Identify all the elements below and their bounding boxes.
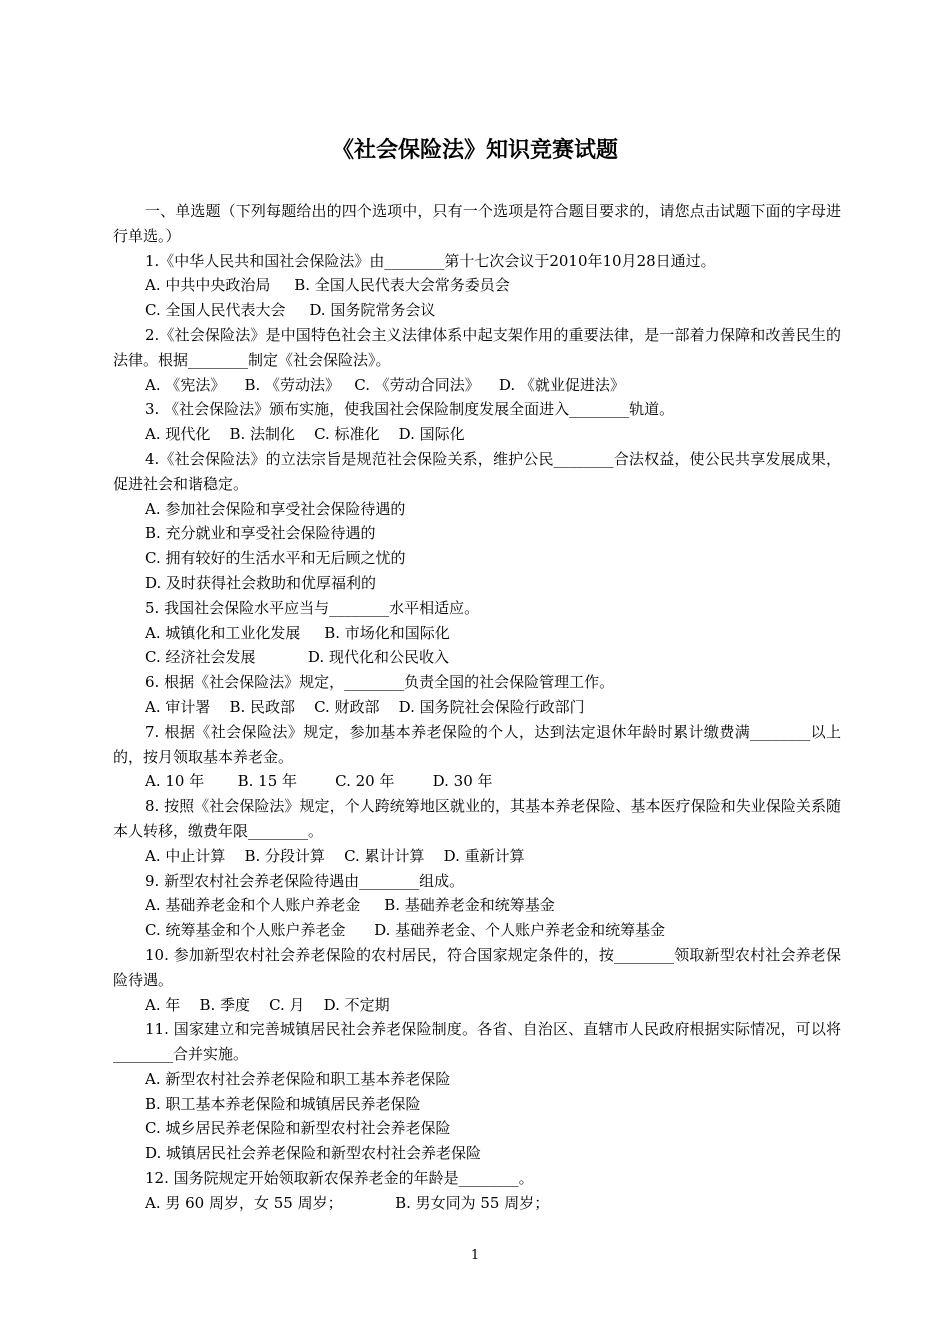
answer-options: A. 城镇化和工业化发展 B. 市场化和国际化 <box>145 623 450 642</box>
question-text: 12. 国务院规定开始领取新农保养老金的年龄是________。 <box>145 1169 534 1188</box>
answer-options: A. 年 B. 季度 C. 月 D. 不定期 <box>145 995 390 1014</box>
answer-options: A. 参加社会保险和享受社会保险待遇的 <box>145 499 406 518</box>
section-intro: 一、单选题（下列每题给出的四个选项中，只有一个选项是符合题目要求的，请您点击试题下面的字母进行单选。） <box>113 202 841 245</box>
answer-options: A. 审计署 B. 民政部 C. 财政部 D. 国务院社会保险行政部门 <box>145 697 585 716</box>
question-text: 6. 根据《社会保险法》规定，________负责全国的社会保险管理工作。 <box>145 673 615 692</box>
answer-options: A. 基础养老金和个人账户养老金 B. 基础养老金和统筹基金 <box>145 896 555 915</box>
answer-options: A. 10 年 B. 15 年 C. 20 年 D. 30 年 <box>145 772 493 791</box>
question-text: 1.《中华人民共和国社会保险法》由________第十七次会议于2010年10月28日通过。 <box>145 251 716 270</box>
answer-options: B. 职工基本养老保险和城镇居民养老保险 <box>145 1094 421 1113</box>
question-text: 2.《社会保险法》是中国特色社会主义法律体系中起支架作用的重要法律，是一部着力保障和改善民生的法律。根据________制定《社会保险法》。 <box>113 325 841 369</box>
answer-options: A. 《宪法》 B. 《劳动法》 C. 《劳动合同法》 D. 《就业促进法》 <box>145 375 625 394</box>
answer-options: C. 统筹基金和个人账户养老金 D. 基础养老金、个人账户养老金和统筹基金 <box>145 921 666 940</box>
answer-options: A. 男 60 周岁，女 55 周岁； B. 男女同为 55 周岁； <box>145 1193 550 1212</box>
question-text: 5. 我国社会保险水平应当与________水平相适应。 <box>145 598 480 617</box>
question-text: 9. 新型农村社会养老保险待遇由________组成。 <box>145 871 465 890</box>
document-body <box>113 199 841 1216</box>
answer-options: A. 新型农村社会养老保险和职工基本养老保险 <box>145 1069 451 1088</box>
answer-options: A. 现代化 B. 法制化 C. 标准化 D. 国际化 <box>145 425 465 444</box>
answer-options: A. 中共中央政治局 B. 全国人民代表大会常务委员会 <box>145 276 510 295</box>
answer-options: D. 及时获得社会救助和优厚福利的 <box>145 573 377 592</box>
answer-options: C. 拥有较好的生活水平和无后顾之忧的 <box>145 549 406 568</box>
question-text: 11. 国家建立和完善城镇居民社会养老保险制度。各省、自治区、直辖市人民政府根据实际情况，可以将________合并实施。 <box>113 1020 841 1064</box>
question-text: 10. 参加新型农村社会养老保险的农村居民，符合国家规定条件的，按________领取新型农村社会养老保险待遇。 <box>113 945 841 989</box>
question-text: 7. 根据《社会保险法》规定，参加基本养老保险的个人，达到法定退休年龄时累计缴费满________以上的，按月领取基本养老金。 <box>113 722 841 766</box>
answer-options: C. 经济社会发展 D. 现代化和公民收入 <box>145 648 449 667</box>
answer-options: D. 城镇居民社会养老保险和新型农村社会养老保险 <box>145 1144 482 1163</box>
document-title: 《社会保险法》知识竞赛试题 <box>331 137 618 163</box>
answer-options: B. 充分就业和享受社会保险待遇的 <box>145 524 376 543</box>
answer-options: C. 全国人民代表大会 D. 国务院常务会议 <box>145 301 436 320</box>
question-text: 4.《社会保险法》的立法宗旨是规范社会保险关系，维护公民________合法权益，使公民共享发展成果，促进社会和谐稳定。 <box>113 449 841 493</box>
answer-options: A. 中止计算 B. 分段计算 C. 累计计算 D. 重新计算 <box>145 846 525 865</box>
question-text: 3. 《社会保险法》颁布实施，使我国社会保险制度发展全面进入________轨道。 <box>145 400 675 419</box>
question-text: 8. 按照《社会保险法》规定，个人跨统筹地区就业的，其基本养老保险、基本医疗保险和失业保险关系随本人转移，缴费年限________。 <box>113 797 841 840</box>
answer-options: C. 城乡居民养老保险和新型农村社会养老保险 <box>145 1119 451 1138</box>
page-number: 1 <box>470 1248 480 1263</box>
